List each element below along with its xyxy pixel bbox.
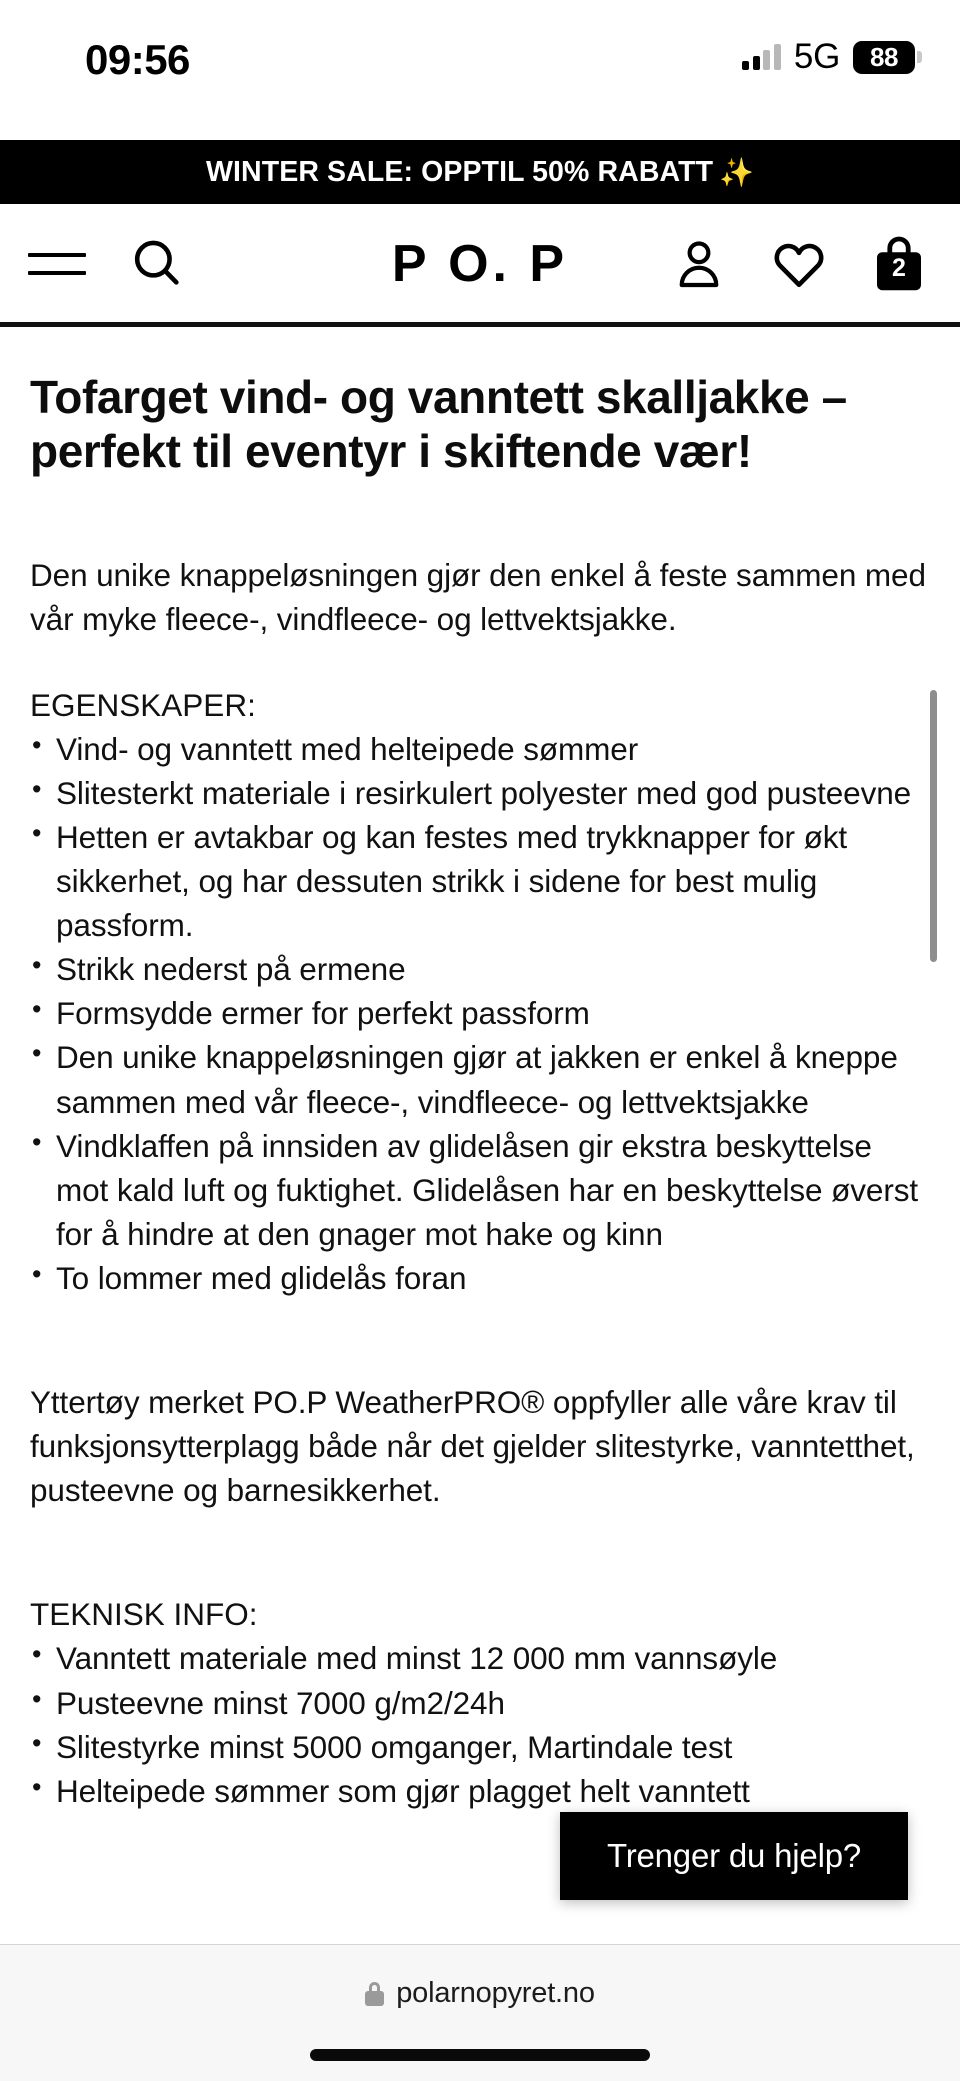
battery-cap — [917, 51, 922, 63]
url-bar[interactable] — [0, 1977, 960, 2010]
lock-icon — [365, 1982, 384, 2006]
url-text: polarnopyret.no — [396, 1977, 595, 2009]
list-item: • Vindklaffen på innsiden av glidelåsen gir ekstra beskyttelse mot kald luft og fuktighet. Glidelåsen har en beskyttelse øverst for å hindre at den gnager mot hake og kinn — [30, 1124, 930, 1256]
list-item: • Slitestyrke minst 5000 omganger, Martindale test — [30, 1725, 930, 1769]
page-scrollbar[interactable] — [930, 690, 937, 962]
browser-bottom-bar — [0, 1944, 960, 2081]
status-time: 09:56 — [85, 36, 190, 83]
battery-icon — [853, 41, 922, 74]
user-account-icon — [671, 236, 727, 292]
help-chat-label: Trenger du hjelp? — [606, 1837, 862, 1874]
sparkles-icon: ✨ — [719, 156, 754, 188]
list-item: • Slitesterkt materiale i resirkulert polyester med god pusteevne — [30, 771, 930, 815]
battery-body — [853, 41, 915, 74]
list-item: • Vind- og vanntett med helteipede sømmer — [30, 727, 930, 771]
site-header — [0, 204, 960, 323]
list-item: • Pusteevne minst 7000 g/m2/24h — [30, 1681, 930, 1725]
wishlist-button[interactable] — [768, 233, 830, 295]
status-bar — [0, 0, 960, 105]
list-item: • To lommer med glidelås foran — [30, 1256, 930, 1300]
features-list — [30, 727, 930, 1300]
features-heading: EGENSKAPER: — [30, 686, 256, 723]
hamburger-menu-button[interactable] — [26, 233, 88, 295]
tech-info-heading: TEKNISK INFO: — [30, 1596, 258, 1633]
list-item: • Den unike knappeløsningen gjør at jakken er enkel å kneppe sammen med vår fleece-, vindfleece- og lettvektsjakke — [30, 1035, 930, 1123]
list-item: • Helteipede sømmer som gjør plagget helt vanntett — [30, 1769, 930, 1813]
intro-paragraph: Den unike knappeløsningen gjør den enkel å feste sammen med vår myke fleece-, vindfleece- og lettvektsjakke. — [30, 556, 926, 637]
battery-percent-label: 88 — [870, 42, 898, 72]
help-chat-button[interactable] — [560, 1812, 908, 1900]
shopping-bag-icon — [873, 235, 925, 293]
list-item: • Hetten er avtakbar og kan festes med trykknapper for økt sikkerhet, og har dessuten strikk i sidene for best mulig passform. — [30, 815, 930, 947]
bag-item-count: 2 — [892, 254, 906, 282]
account-button[interactable] — [668, 233, 730, 295]
heart-icon — [770, 235, 828, 293]
promo-banner[interactable] — [0, 140, 960, 204]
weatherpro-paragraph: Yttertøy merket PO.P WeatherPRO® oppfyller alle våre krav til funksjonsytterplagg både når det gjelder slitestyrke, vanntetthet, pusteevne og barnesikkerhet. — [30, 1384, 915, 1509]
status-indicators — [742, 36, 922, 78]
product-description-panel — [0, 327, 960, 1944]
list-item: • Vanntett materiale med minst 12 000 mm vannsøyle — [30, 1636, 930, 1680]
hamburger-menu-icon — [28, 251, 86, 277]
shopping-bag-button[interactable] — [868, 233, 930, 295]
promo-banner-text: WINTER SALE: OPPTIL 50% RABATT — [206, 155, 714, 188]
search-icon — [128, 235, 186, 293]
search-button[interactable] — [126, 233, 188, 295]
cellular-signal-icon — [742, 44, 781, 70]
home-indicator[interactable] — [310, 2049, 650, 2061]
tech-specs-list — [30, 1636, 930, 1812]
brand-logo[interactable]: P O. P — [391, 234, 569, 293]
network-type-label: 5G — [793, 37, 840, 76]
list-item: • Strikk nederst på ermene — [30, 947, 930, 991]
page-title: Tofarget vind- og vanntett skalljakke – perfekt til eventyr i skiftende vær! — [30, 371, 847, 478]
list-item: • Formsydde ermer for perfekt passform — [30, 991, 930, 1035]
